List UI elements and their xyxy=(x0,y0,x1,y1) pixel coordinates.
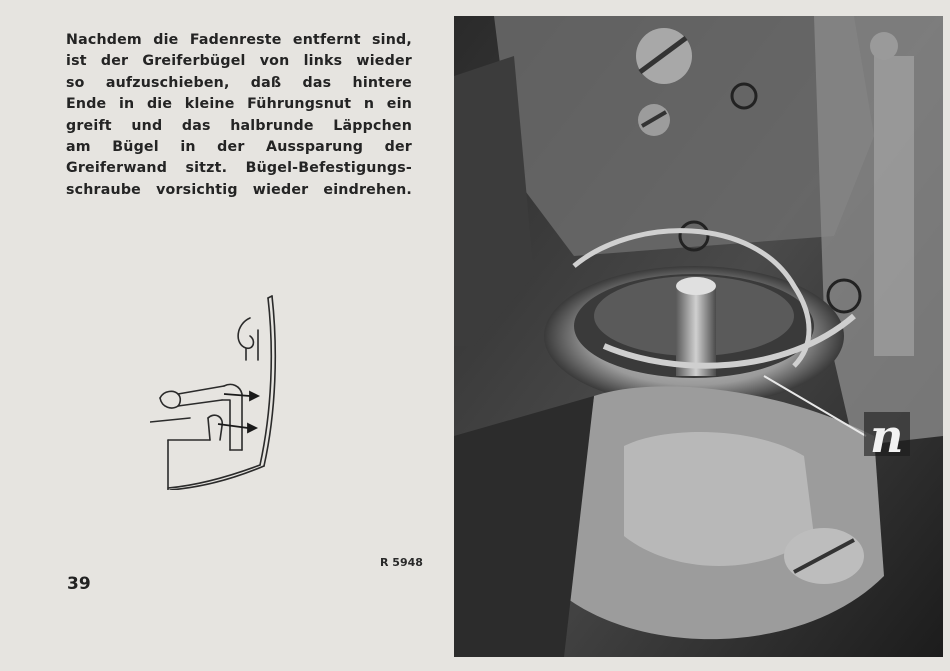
paragraph-line: greift und das halbrunde Läppchen xyxy=(66,117,412,134)
paragraph-line: so aufzuschieben, daß das hintere xyxy=(66,74,412,91)
bracket-line-drawing xyxy=(150,290,330,490)
paragraph-line: Nachdem die Fadenreste entfernt sind, xyxy=(66,32,412,48)
paragraph-line: Greiferwand sitzt. Bügel-Befestigungs- xyxy=(66,160,412,177)
instruction-text xyxy=(66,30,412,201)
figure-reference: R 5948 xyxy=(380,556,423,569)
sewing-machine-hook-photo xyxy=(454,16,943,657)
hook-bracket-diagram xyxy=(150,290,330,490)
paragraph-line: ist der Greiferbügel von links wieder xyxy=(66,53,412,70)
paragraph-line: Ende in die kleine Führungsnut n ein xyxy=(66,96,412,113)
instruction-paragraph xyxy=(66,30,412,201)
paragraph-line: am Bügel in der Aussparung der xyxy=(66,139,412,156)
machine-photo xyxy=(454,16,943,657)
page-number: 39 xyxy=(67,574,91,594)
photo-label-n: n xyxy=(870,409,904,463)
paragraph-line: schraube vorsichtig wieder eindrehen. xyxy=(66,181,412,198)
